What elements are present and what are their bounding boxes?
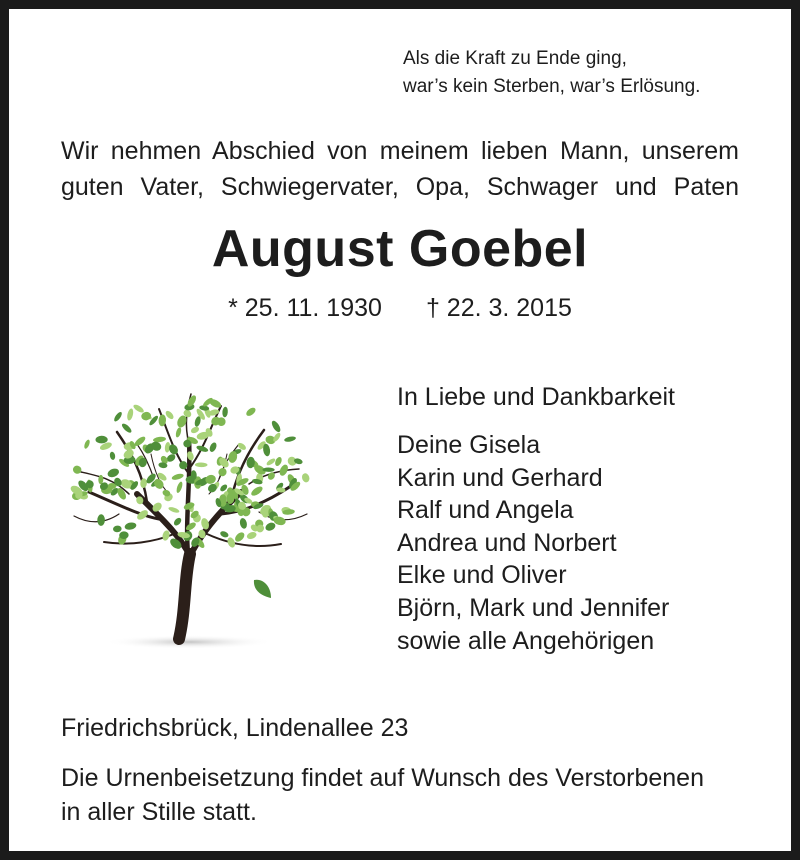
- quote: [403, 45, 700, 101]
- death-date: † 22. 3. 2015: [425, 294, 572, 322]
- leaf: [72, 465, 82, 475]
- leaf: [173, 516, 183, 526]
- leaf: [178, 460, 188, 470]
- mourner-line: Andrea und Norbert: [397, 528, 617, 557]
- deceased-name: August Goebel: [211, 220, 589, 278]
- mourner-line: Deine Gisela: [397, 431, 541, 459]
- birth-date: * 25. 11. 1930: [228, 294, 382, 322]
- leaf: [168, 506, 180, 514]
- leaf: [113, 525, 122, 532]
- address: Friedrichsbrück, Lindenallee 23: [61, 714, 409, 742]
- mourners-lead: In Liebe und Dankbarkeit: [397, 383, 675, 411]
- leaf: [217, 466, 229, 478]
- leaf: [301, 472, 311, 483]
- leaf: [141, 411, 152, 421]
- leaf: [126, 408, 134, 421]
- mourner-line: Elke und Oliver: [397, 561, 567, 590]
- leaf: [171, 473, 184, 481]
- mourner-line: Ralf und Angela: [397, 496, 574, 525]
- leaf: [208, 441, 218, 453]
- mourners: [397, 381, 675, 657]
- tree-shadow: [104, 635, 274, 649]
- intro-line-1: Wir nehmen Abschied von meinem lieben Mann, unserem: [61, 137, 739, 165]
- leaf: [109, 451, 116, 460]
- leaf: [95, 436, 107, 444]
- leaf: [121, 422, 133, 434]
- leaf: [250, 485, 264, 498]
- leaf: [265, 457, 276, 466]
- burial-note: [61, 761, 704, 829]
- leaf: [246, 531, 258, 541]
- leaf: [274, 456, 283, 467]
- falling-leaf-icon: [254, 580, 271, 598]
- mourner-line: sowie alle Angehörigen: [397, 626, 655, 655]
- leaf: [106, 467, 120, 479]
- leaf: [270, 419, 282, 433]
- mourner-line: Karin und Gerhard: [397, 463, 603, 492]
- leaf: [284, 436, 297, 443]
- leaf: [124, 522, 137, 531]
- leaf: [175, 427, 182, 438]
- leaf: [132, 403, 145, 414]
- leaf: [233, 531, 246, 544]
- life-dates: [9, 294, 791, 323]
- leaf: [113, 411, 123, 423]
- burial-note-line-1: Die Urnenbeisetzung findet auf Wunsch des Verstorbenen: [61, 764, 704, 792]
- quote-line-2: war’s kein Sterben, war’s Erlösung.: [403, 76, 701, 97]
- leaf: [195, 462, 208, 467]
- leaf: [83, 439, 91, 450]
- intro-line-2: guten Vater, Schwiegervater, Opa, Schwager und Paten: [61, 173, 739, 201]
- leaf: [175, 481, 183, 494]
- quote-line-1: Als die Kraft zu Ende ging,: [403, 48, 627, 69]
- burial-note-line-2: in aller Stille statt.: [61, 798, 257, 826]
- tree-illustration-icon: [59, 384, 319, 654]
- leaf: [190, 426, 200, 435]
- intro-text: [61, 133, 739, 205]
- leaf: [239, 517, 248, 529]
- leaf: [222, 406, 228, 417]
- leaf: [245, 406, 257, 417]
- mourner-line: Björn, Mark und Jennifer: [397, 593, 670, 622]
- leaf: [97, 514, 105, 526]
- leaf: [219, 530, 229, 539]
